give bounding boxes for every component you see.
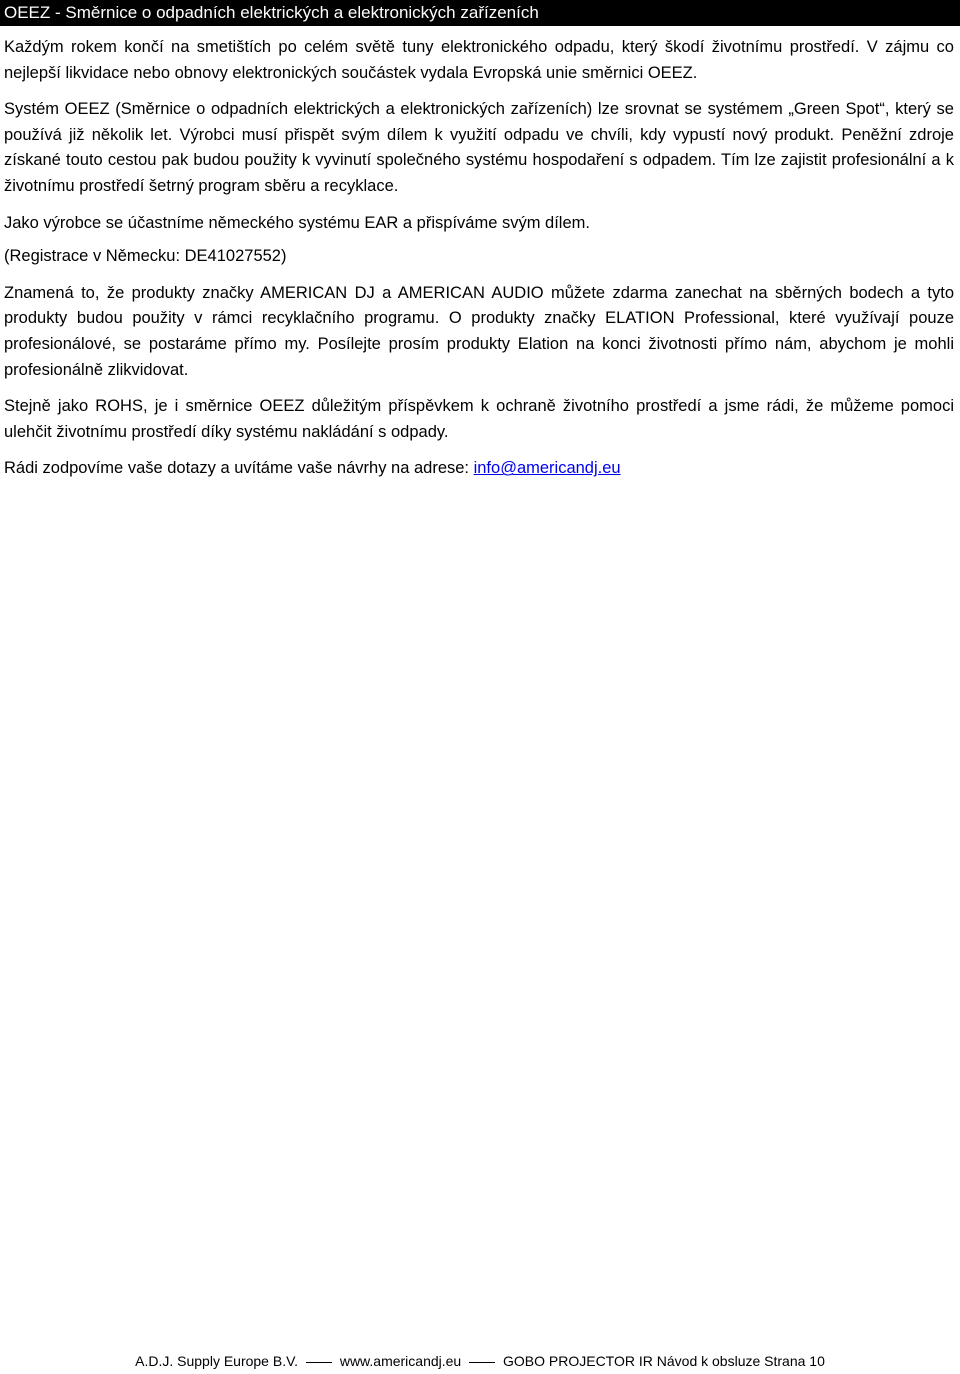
paragraph-contact [4, 456, 954, 482]
paragraph-intro: Každým rokem končí na smetištích po celém světě tuny elektronického odpadu, který škodí životnímu prostředí. V zájmu co nejlepší likvidace nebo obnovy elektronických součástek vydala Evropská unie směrnici OEEZ. [4, 38, 954, 82]
page-footer [0, 1352, 960, 1370]
section-title: OEEZ - Směrnice o odpadních elektrických a elektronických zařízeních [4, 3, 539, 22]
paragraph-brands: Znamená to, že produkty značky AMERICAN DJ a AMERICAN AUDIO můžete zdarma zanechat na sběrných bodech a tyto produkty budou použity v rámci recyklačního programu. O produkty značky ELATION Professional, které využívají pouze profesionálové, se postaráme přímo my. Posílejte prosím produkty Elation na konci životnosti přímo nám, abychom je mohli profesionálně zlikvidovat. [4, 283, 954, 379]
paragraph-system: Systém OEEZ (Směrnice o odpadních elektrických a elektronických zařízeních) lze srovnat se systémem „Green Spot“, který se používá již několik let. Výrobci musí přispět svým dílem k využití odpadu ve chvíli, kdy vypustí nový produkt. Peněžní zdroje získané touto cestou pak budou použity k vyvinutí společného systému hospodaření s odpadem. Tím lze zajistit profesionální a k životnímu prostředí šetrný program sběru a recyklace. [4, 100, 954, 195]
footer-separator [306, 1362, 332, 1363]
footer-product-page: GOBO PROJECTOR IR Návod k obsluze Strana 10 [503, 1353, 825, 1369]
section-header-bar [0, 0, 960, 26]
email-link[interactable]: info@americandj.eu [473, 459, 621, 478]
footer-separator [469, 1362, 495, 1363]
contact-text: Rádi zodpovíme vaše dotazy a uvítáme vaše návrhy na adrese: [4, 459, 474, 478]
footer-website: www.americandj.eu [339, 1353, 462, 1369]
paragraph-ear: Jako výrobce se účastníme německého systému EAR a přispíváme svým dílem. [4, 213, 590, 232]
footer-company: A.D.J. Supply Europe B.V. [135, 1353, 299, 1369]
paragraph-registration: (Registrace v Německu: DE41027552) [4, 247, 287, 266]
paragraph-rohs: Stejně jako ROHS, je i směrnice OEEZ důležitým příspěvkem k ochraně životního prostředí a jsme rádi, že můžeme pomoci ulehčit životnímu prostředí díky systému nakládání s odpady. [4, 397, 954, 441]
document-body [4, 35, 954, 493]
